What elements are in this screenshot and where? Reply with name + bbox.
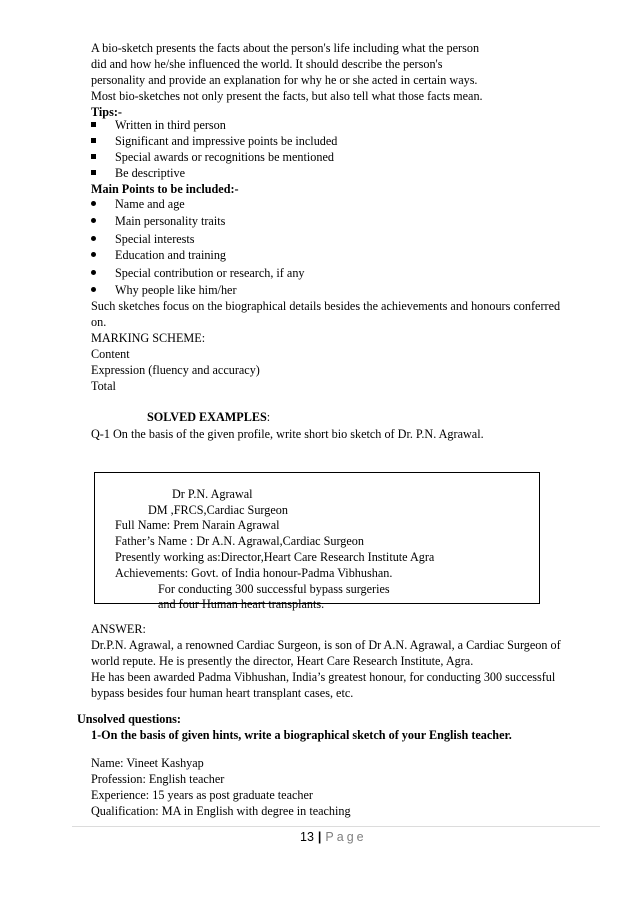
- page-label: Page: [325, 830, 367, 844]
- main-point-item: Name and age: [115, 197, 185, 211]
- profile-achievement-detail: For conducting 300 successful bypass surgeries: [158, 582, 390, 596]
- round-bullet-icon: [91, 252, 96, 257]
- sketch-focus-line: Such sketches focus on the biographical details besides the achievements and honours conferred: [91, 299, 561, 313]
- round-bullet-icon: [91, 270, 96, 275]
- tip-item: Significant and impressive points be included: [115, 134, 338, 148]
- solved-examples-colon: :: [266, 410, 271, 424]
- page-footer: [300, 829, 367, 845]
- teacher-detail: Qualification: MA in English with degree in teaching: [91, 804, 351, 818]
- main-point-item: Main personality traits: [115, 214, 226, 228]
- unsolved-heading: Unsolved questions:: [77, 712, 181, 726]
- round-bullet-icon: [91, 236, 96, 241]
- teacher-detail: Name: Vineet Kashyap: [91, 756, 204, 770]
- sketch-focus-line: on.: [91, 315, 107, 329]
- round-bullet-icon: [91, 287, 96, 292]
- profile-full-name: Full Name: Prem Narain Agrawal: [115, 518, 280, 532]
- tips-heading: Tips:-: [91, 105, 122, 119]
- intro-line: personality and provide an explanation for why he or she acted in certain ways.: [91, 73, 478, 87]
- square-bullet-icon: [91, 122, 96, 127]
- footer-divider: [72, 826, 600, 827]
- tip-item: Be descriptive: [115, 166, 186, 180]
- marking-item: Expression (fluency and accuracy): [91, 363, 260, 377]
- round-bullet-icon: [91, 218, 96, 223]
- answer-line: Dr.P.N. Agrawal, a renowned Cardiac Surgeon, is son of Dr A.N. Agrawal, a Cardiac Surgeon of: [91, 638, 561, 652]
- square-bullet-icon: [91, 170, 96, 175]
- main-points-heading: Main Points to be included:-: [91, 182, 239, 196]
- tip-item: Written in third person: [115, 118, 226, 132]
- footer-separator: |: [317, 830, 322, 844]
- teacher-detail: Experience: 15 years as post graduate teacher: [91, 788, 313, 802]
- question-1: Q-1 On the basis of the given profile, write short bio sketch of Dr. P.N. Agrawal.: [91, 427, 484, 441]
- main-point-item: Education and training: [115, 248, 227, 262]
- answer-line: world repute. He is presently the director, Heart Care Research Institute, Agra.: [91, 654, 474, 668]
- main-point-item: Why people like him/her: [115, 283, 237, 297]
- intro-line: Most bio-sketches not only present the facts, but also tell what those facts mean.: [91, 89, 483, 103]
- solved-examples-label: SOLVED EXAMPLES: [147, 410, 267, 424]
- profile-working: Presently working as:Director,Heart Care Research Institute Agra: [115, 550, 435, 564]
- intro-line: did and how he/she influenced the world. It should describe the person's: [91, 57, 443, 71]
- profile-achievement-detail: and four Human heart transplants.: [158, 597, 325, 611]
- square-bullet-icon: [91, 154, 96, 159]
- main-point-item: Special interests: [115, 232, 195, 246]
- marking-scheme-heading: MARKING SCHEME:: [91, 331, 206, 345]
- round-bullet-icon: [91, 201, 96, 206]
- profile-credentials: DM ,FRCS,Cardiac Surgeon: [148, 503, 288, 517]
- answer-line: bypass besides four human heart transplant cases, etc.: [91, 686, 354, 700]
- marking-item: Total: [91, 379, 116, 393]
- square-bullet-icon: [91, 138, 96, 143]
- teacher-detail: Profession: English teacher: [91, 772, 225, 786]
- page-number: 13: [300, 830, 314, 844]
- intro-line: A bio-sketch presents the facts about the person's life including what the person: [91, 41, 480, 55]
- answer-heading: ANSWER:: [91, 622, 146, 636]
- marking-item: Content: [91, 347, 130, 361]
- profile-name: Dr P.N. Agrawal: [172, 487, 253, 501]
- profile-father-name: Father’s Name : Dr A.N. Agrawal,Cardiac Surgeon: [115, 534, 364, 548]
- answer-line: He has been awarded Padma Vibhushan, India’s greatest honour, for conducting 300 successful: [91, 670, 556, 684]
- tip-item: Special awards or recognitions be mentioned: [115, 150, 334, 164]
- solved-examples-heading: [147, 409, 270, 425]
- main-point-item: Special contribution or research, if any: [115, 266, 305, 280]
- profile-achievements: Achievements: Govt. of India honour-Padma Vibhushan.: [115, 566, 393, 580]
- unsolved-question-1: 1-On the basis of given hints, write a biographical sketch of your English teacher.: [91, 728, 512, 742]
